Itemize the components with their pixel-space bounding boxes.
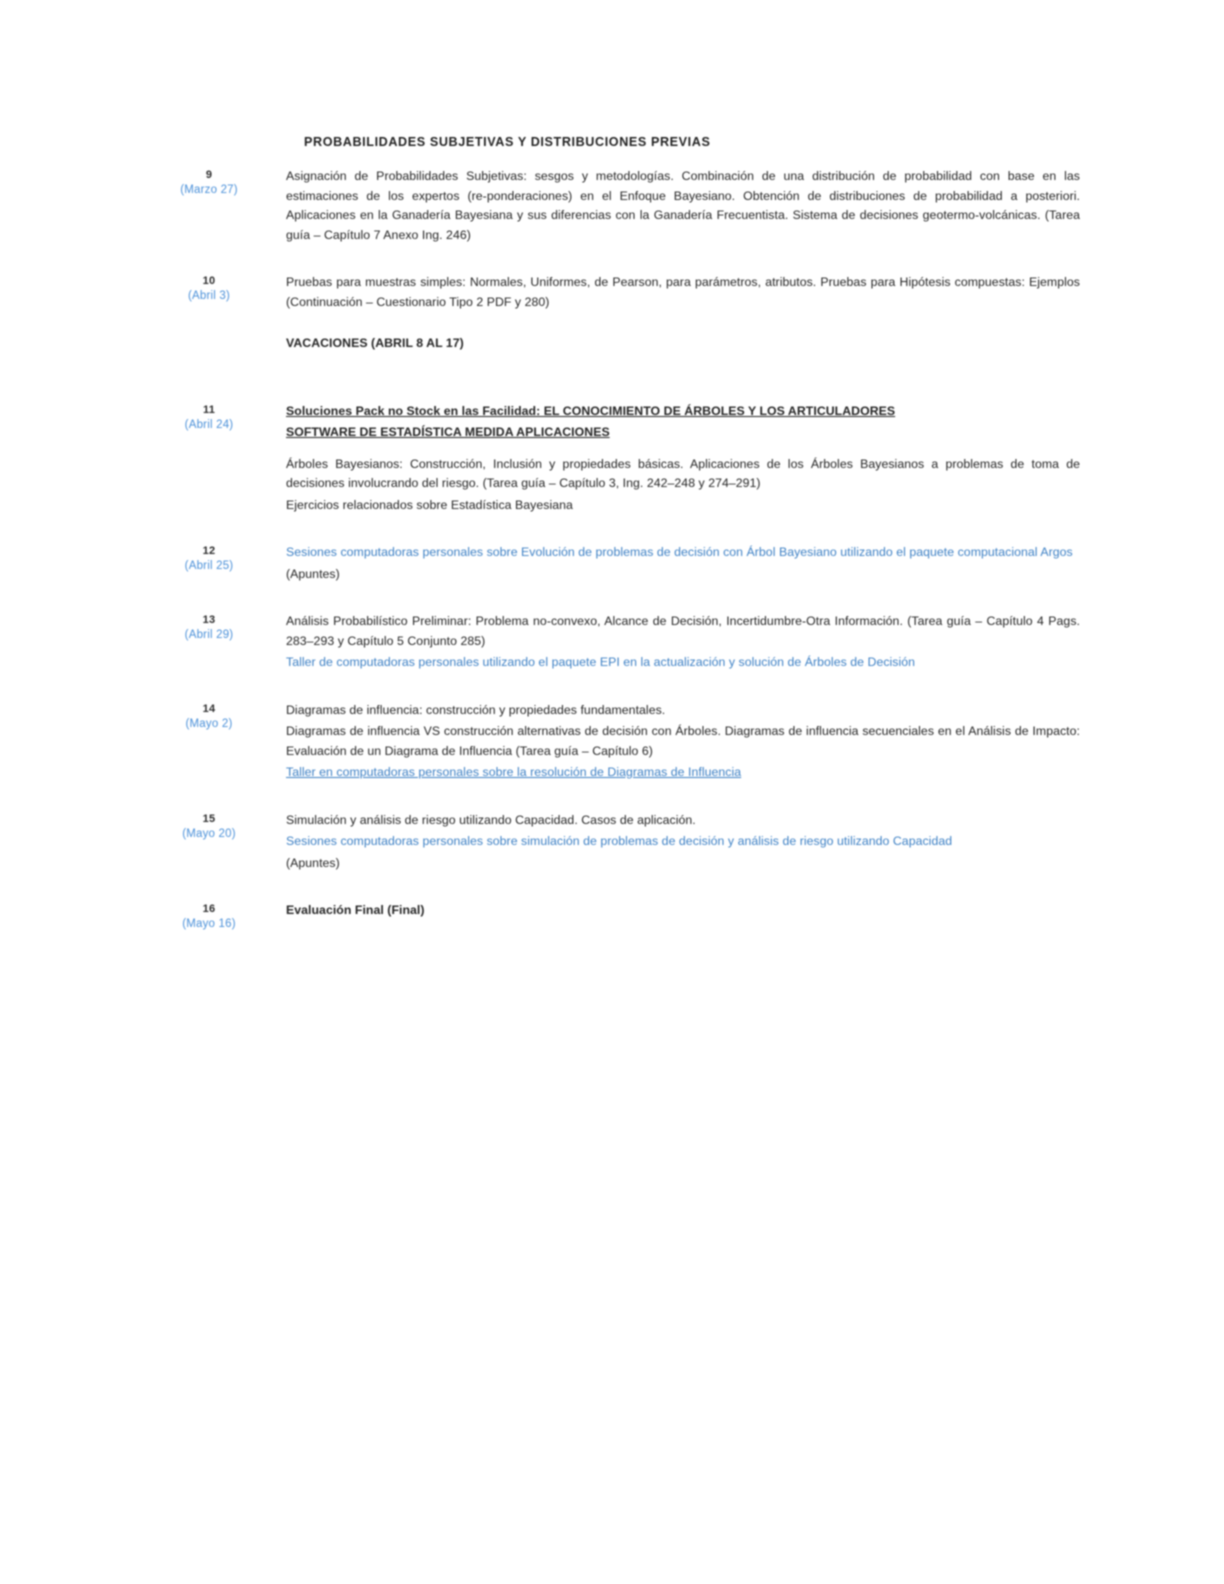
content-paragraph: Asignación de Probabilidades Subjetivas: sesgos y metodologías. Combinación de una distribución de probabilidad con base en las estimaciones de los expertos (re-ponderaciones) en el Enfoque Bayesiano. Obtención de distribuciones de probabilidad a posteriori. Aplicaciones en la Ganadería Bayesiana y sus diferencias con la Ganadería Frecuentista. Sistema de decisiones geotermo-volcánicas. (Tarea guía – Capítulo 7 Anexo Ing. 246) <box>286 169 1080 242</box>
content-paragraph: Pruebas para muestras simples: Normales, Uniformes, de Pearson, para parámetros, atributos. Pruebas para Hipótesis compuestas: Ejemplos (Continuación – Cuestionario Tipo 2 PDF y 280) <box>286 275 1080 309</box>
schedule-row <box>150 273 1084 376</box>
week-gutter <box>150 901 268 932</box>
week-gutter <box>150 811 268 842</box>
unit-heading-line-2: SOFTWARE DE ESTADÍSTICA MEDIDA APLICACIONES <box>286 425 610 439</box>
lab-session-link[interactable]: Taller en computadoras personales sobre la resolución de Diagramas de Influencia <box>286 765 742 779</box>
schedule-row <box>150 543 1084 586</box>
week-number: 14 <box>202 702 216 715</box>
schedule-content <box>268 402 1084 518</box>
session-date-link[interactable]: (Abril 24) <box>184 418 234 431</box>
content-paragraph: (Apuntes) <box>286 855 340 870</box>
lab-session-link[interactable]: Sesiones computadoras personales sobre simulación de problemas de decisión y análisis de riesgo utilizando Capacidad <box>286 834 953 848</box>
week-number: 10 <box>202 275 216 287</box>
schedule-row <box>150 167 1084 247</box>
week-number: 16 <box>202 903 216 915</box>
content-paragraph: Diagramas de influencia: construcción y propiedades fundamentales. <box>286 702 666 717</box>
schedule-content <box>268 811 1084 876</box>
week-number: 13 <box>202 614 216 626</box>
session-date-link[interactable]: (Mayo 20) <box>182 827 236 840</box>
schedule-row <box>150 901 1084 932</box>
week-number: 12 <box>202 545 216 557</box>
schedule-row <box>150 612 1084 675</box>
section-heading: PROBABILIDADES SUBJETIVAS Y DISTRIBUCIONES PREVIAS <box>304 135 711 149</box>
content-paragraph: Árboles Bayesianos: Construcción, Inclusión y propiedades básicas. Aplicaciones de los Árboles Bayesianos a problemas de toma de decisiones involucrando del riesgo. (Tarea guía – Capítulo 3, Ing. 242–248 y 274–291) <box>286 456 1080 490</box>
lab-session-link[interactable]: Taller de computadoras personales utilizando el paquete EPI en la actualización y solución de Árboles de Decisión <box>286 655 916 669</box>
week-gutter <box>150 701 268 732</box>
syllabus-schedule <box>150 135 1084 932</box>
schedule-content <box>268 901 1084 923</box>
week-number: 9 <box>205 169 213 181</box>
week-gutter <box>150 167 268 198</box>
vacation-notice: VACACIONES (ABRIL 8 AL 17) <box>286 336 464 350</box>
session-date-link[interactable]: (Abril 3) <box>187 290 231 302</box>
unit-heading-line-1: Soluciones Pack no Stock en las Facilidad: EL CONOCIMIENTO DE ÁRBOLES Y LOS ARTICULADORES <box>286 403 896 418</box>
week-gutter <box>150 402 268 433</box>
paragraph-spacer <box>286 356 1080 376</box>
week-gutter <box>150 273 268 304</box>
schedule-content <box>268 167 1084 247</box>
week-gutter <box>150 612 268 643</box>
content-paragraph: Análisis Probabilístico Preliminar: Problema no-convexo, Alcance de Decisión, Incertidumbre-Otra Información. (Tarea guía – Capítulo 4 Pags. 283–293 y Capítulo 5 Conjunto 285) <box>286 614 1080 648</box>
week-number: 15 <box>202 812 216 825</box>
schedule-content <box>268 543 1084 586</box>
session-date-link[interactable]: (Marzo 27) <box>180 184 238 196</box>
schedule-row <box>150 701 1084 785</box>
schedule-content <box>268 701 1084 785</box>
content-paragraph: Ejercicios relacionados sobre Estadística Bayesiana <box>286 497 573 512</box>
lab-session-link[interactable]: Sesiones computadoras personales sobre Evolución de problemas de decisión con Árbol Bayesiano utilizando el paquete computacional Argos <box>286 545 1073 559</box>
paragraph-spacer <box>286 314 1080 334</box>
session-date-link[interactable]: (Abril 29) <box>184 629 234 641</box>
content-paragraph: Diagramas de influencia VS construcción alternativas de decisión con Árboles. Diagramas de influencia secuenciales en el Análisis de Impacto: Evaluación de un Diagrama de Influencia (Tarea guía – Capítulo 6) <box>286 724 1080 758</box>
content-paragraph: Simulación y análisis de riesgo utilizando Capacidad. Casos de aplicación. <box>286 812 696 827</box>
schedule-content <box>268 273 1084 376</box>
final-exam-label: Evaluación Final (Final) <box>286 903 425 917</box>
schedule-row <box>150 811 1084 876</box>
schedule-content <box>268 612 1084 675</box>
session-date-link[interactable]: (Abril 25) <box>184 560 234 572</box>
week-gutter <box>150 543 268 574</box>
paragraph-spacer <box>286 445 1080 455</box>
session-date-link[interactable]: (Mayo 2) <box>185 717 233 730</box>
content-paragraph: (Apuntes) <box>286 566 340 581</box>
session-date-link[interactable]: (Mayo 16) <box>182 918 236 930</box>
schedule-row <box>150 402 1084 518</box>
week-number: 11 <box>202 403 216 416</box>
